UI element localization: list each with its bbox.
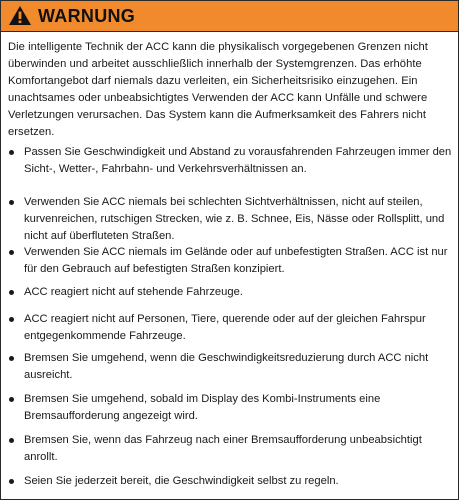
list-item-text: Seien Sie jederzeit bereit, die Geschwindigkeit selbst zu regeln.	[24, 475, 339, 487]
bullet-icon	[9, 397, 14, 402]
warning-title: WARNUNG	[38, 6, 136, 26]
bullet-icon	[9, 290, 14, 295]
list-item-text: Verwenden Sie ACC niemals im Gelände oder auf unbefestigten Straßen. ACC ist nur für den Gebrauch auf befestigten Straßen konzipiert.	[24, 246, 448, 275]
bullet-icon	[9, 250, 14, 255]
bullet-icon	[9, 200, 14, 205]
list-item-text: Bremsen Sie, wenn das Fahrzeug nach einer Bremsaufforderung unbeabsichtigt anrollt.	[24, 434, 422, 463]
bullet-icon	[9, 356, 14, 361]
list-item-text: ACC reagiert nicht auf stehende Fahrzeuge.	[24, 286, 243, 298]
bullet-icon	[9, 479, 14, 484]
bullet-icon	[9, 150, 14, 155]
list-item-text: Bremsen Sie umgehend, sobald im Display des Kombi-Instruments eine Bremsaufforderung angezeigt wird.	[24, 393, 381, 422]
bullet-icon	[9, 317, 14, 322]
list-item-text: Passen Sie Geschwindigkeit und Abstand zu vorausfahrenden Fahrzeugen immer den Sicht-, Wetter-, Fahrbahn- und Verkehrsverhältnissen an.	[24, 146, 452, 175]
warning-header	[1, 1, 458, 32]
bullet-icon	[9, 438, 14, 443]
list-item-text: Verwenden Sie ACC niemals bei schlechten Sichtverhältnissen, nicht auf steilen, kurvenreichen, rutschigen Strecken, wie z. B. Schnee, Eis, Nässe oder Rollsplitt, und nicht auf überfluteten Straßen.	[24, 196, 445, 242]
list-item-text: Bremsen Sie umgehend, wenn die Geschwindigkeitsreduzierung durch ACC nicht ausreicht.	[24, 352, 429, 381]
warning-triangle-icon	[8, 5, 32, 26]
list-item-text: ACC reagiert nicht auf Personen, Tiere, querende oder auf der gleichen Fahrspur entgegenkommende Fahrzeuge.	[24, 313, 426, 342]
intro-paragraph: Die intelligente Technik der ACC kann die physikalisch vorgegebenen Grenzen nicht überwinden und arbeitet ausschließlich innerhalb der Systemgrenzen. Das erhöhte Komfortangebot darf niemals dazu verleiten, ein Sicherheitsrisiko einzugehen. Ein unachtsames oder unbeabsichtigtes Verwenden der ACC kann Unfälle und schwere Verletzungen verursachen. Das System kann die Aufmerksamkeit des Fahrers nicht ersetzen.	[8, 41, 428, 138]
